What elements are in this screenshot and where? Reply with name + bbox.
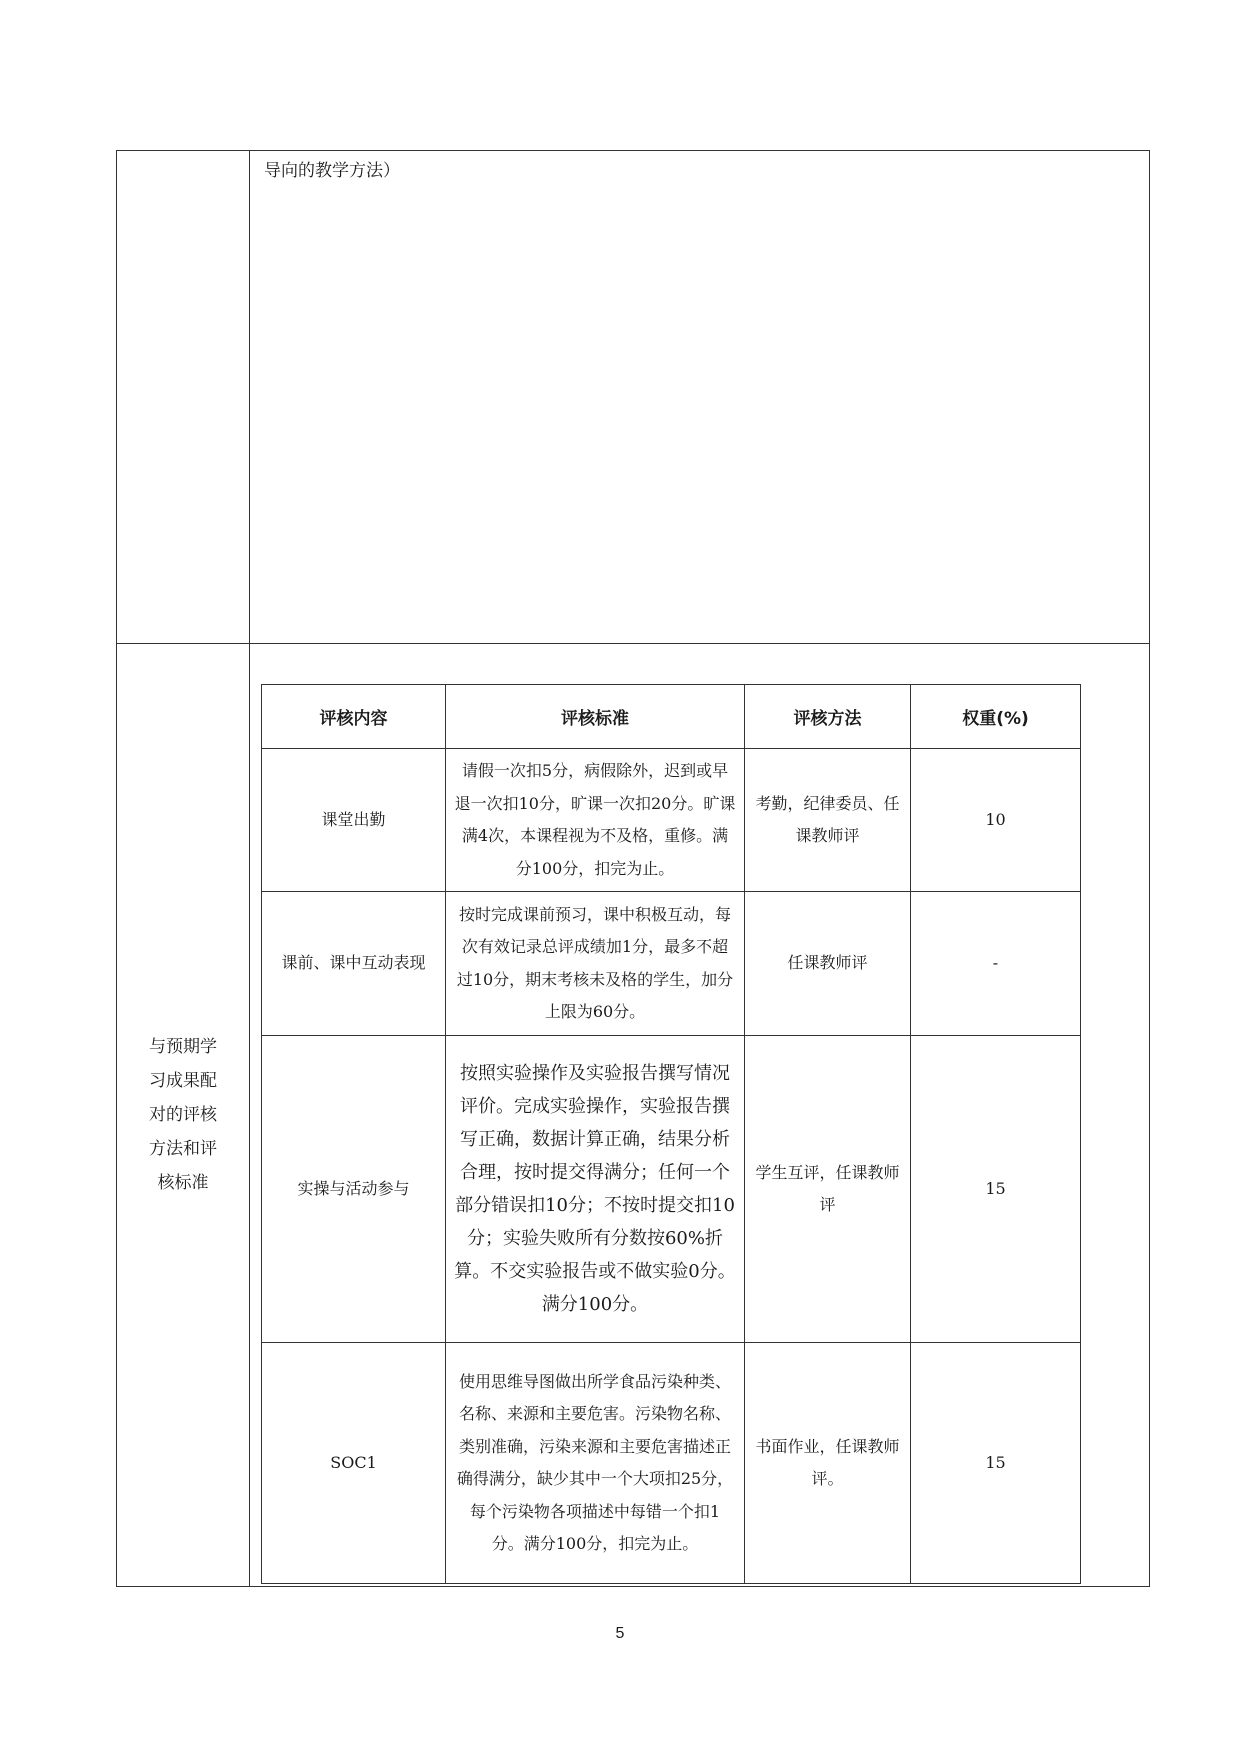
row-method: 学生互评，任课教师评 xyxy=(745,1036,911,1343)
row-weight: 15 xyxy=(911,1343,1081,1584)
outer-form-table xyxy=(116,150,1150,1587)
row-criteria: 按时完成课前预习，课中积极互动，每次有效记录总评成绩加1分，最多不超过10分，期末考核未及格的学生，加分上限为60分。 xyxy=(446,892,745,1036)
top-label-cell xyxy=(117,151,250,644)
row-weight: 10 xyxy=(911,749,1081,892)
table-row xyxy=(262,1036,1081,1343)
row-criteria: 使用思维导图做出所学食品污染种类、名称、来源和主要危害。污染物名称、类别准确，污染来源和主要危害描述正确得满分，缺少其中一个大项扣25分，每个污染物各项描述中每错一个扣1分。满分100分，扣完为止。 xyxy=(446,1343,745,1584)
row-content: 课堂出勤 xyxy=(262,749,446,892)
row-weight: - xyxy=(911,892,1081,1036)
header-weight: 权重(%) xyxy=(911,685,1081,749)
assessment-label-text: 与预期学习成果配对的评核方法和评核标准 xyxy=(149,1037,217,1193)
row-method: 书面作业，任课教师评。 xyxy=(745,1343,911,1584)
row-criteria: 按照实验操作及实验报告撰写情况评价。完成实验操作，实验报告撰写正确，数据计算正确，结果分析合理，按时提交得满分；任何一个部分错误扣10分；不按时提交扣10分；实验失败所有分数按60%折算。不交实验报告或不做实验0分。满分100分。 xyxy=(446,1036,745,1343)
row-method: 考勤，纪律委员、任课教师评 xyxy=(745,749,911,892)
header-method: 评核方法 xyxy=(745,685,911,749)
row-weight: 15 xyxy=(911,1036,1081,1343)
row-content: 课前、课中互动表现 xyxy=(262,892,446,1036)
assessment-section-label xyxy=(117,644,250,1587)
assessment-body-cell xyxy=(250,644,1150,1587)
table-row xyxy=(262,749,1081,892)
header-criteria: 评核标准 xyxy=(446,685,745,749)
page-number: 5 xyxy=(615,1625,625,1642)
row-criteria: 请假一次扣5分，病假除外，迟到或早退一次扣10分，旷课一次扣20分。旷课满4次，本课程视为不及格，重修。满分100分，扣完为止。 xyxy=(446,749,745,892)
row-method: 任课教师评 xyxy=(745,892,911,1036)
table-row xyxy=(262,892,1081,1036)
row-content: 实操与活动参与 xyxy=(262,1036,446,1343)
header-content: 评核内容 xyxy=(262,685,446,749)
assessment-table xyxy=(261,684,1081,1584)
table-row xyxy=(262,1343,1081,1584)
assessment-header-row xyxy=(262,685,1081,749)
teaching-method-text: 导向的教学方法） xyxy=(264,161,400,181)
row-content: SOC1 xyxy=(262,1343,446,1584)
top-body-cell xyxy=(250,151,1150,644)
